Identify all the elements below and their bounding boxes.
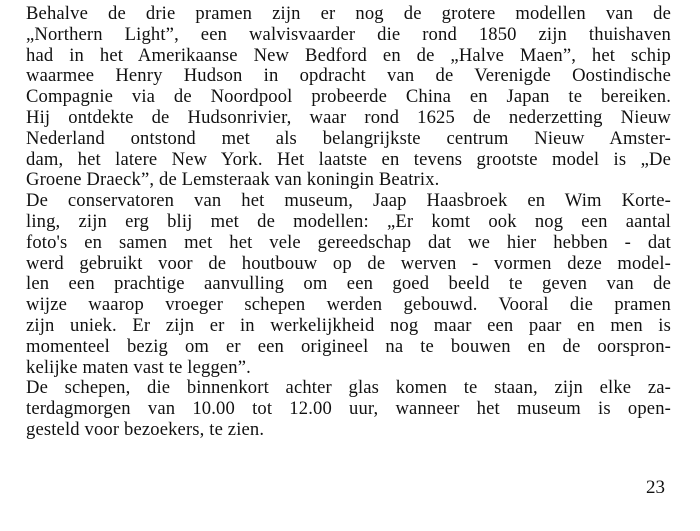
text-line: Behalve de drie pramen zijn er nog de grotere modellen van de (26, 3, 671, 24)
text-line: had in het Amerikaanse New Bedford en de „Halve Maen”, het schip (26, 44, 671, 66)
page-number: 23 (646, 477, 665, 498)
text-line: Nederland ontstond met als belangrijkste centrum Nieuw Amster- (26, 127, 671, 149)
text-line: zijn uniek. Er zijn er in werkelijkheid nog maar een paar en men is (26, 314, 671, 336)
text-line: kelijke maten vast te leggen”. (26, 356, 251, 378)
text-line: dam, het latere New York. Het laatste en tevens grootste model is „De (26, 148, 671, 170)
text-line: wijze waarop vroeger schepen werden gebouwd. Vooral die pramen (26, 294, 671, 316)
text-line: Hij ontdekte de Hudsonrivier, waar rond 1625 de nederzetting Nieuw (26, 106, 671, 128)
text-line: waarmee Henry Hudson in opdracht van de Verenigde Oostindische (26, 65, 671, 87)
text-line: Compagnie via de Noordpool probeerde China en Japan te bereiken. (26, 86, 671, 108)
text-line: gesteld voor bezoekers, te zien. (26, 418, 265, 440)
text-line: De schepen, die binnenkort achter glas komen te staan, zijn elke za- (26, 377, 671, 399)
text-line: De conservatoren van het museum, Jaap Haasbroek en Wim Korte- (26, 190, 671, 212)
text-line: foto's en samen met het vele gereedschap dat we hier hebben - dat (26, 231, 671, 253)
article-text (26, 4, 671, 441)
text-line: len een prachtige aanvulling om een goed beeld te geven van de (26, 273, 671, 295)
text-line: terdagmorgen van 10.00 tot 12.00 uur, wanneer het museum is open- (26, 398, 671, 420)
text-line: ling, zijn erg blij met de modellen: „Er komt ook nog een aantal (26, 210, 671, 232)
text-line: momenteel bezig om er een origineel na te bouwen en de oorspron- (26, 335, 671, 357)
paragraph-3 (26, 378, 671, 440)
paragraph-1 (26, 4, 671, 191)
paragraph-2 (26, 191, 671, 378)
text-line: Groene Draeck”, de Lemsteraak van koningin Beatrix. (26, 169, 440, 191)
text-line: werd gebruikt voor de houtbouw op de werven - vormen deze model- (26, 252, 671, 274)
text-line: „Northern Light”, een walvisvaarder die rond 1850 zijn thuishaven (26, 23, 671, 45)
